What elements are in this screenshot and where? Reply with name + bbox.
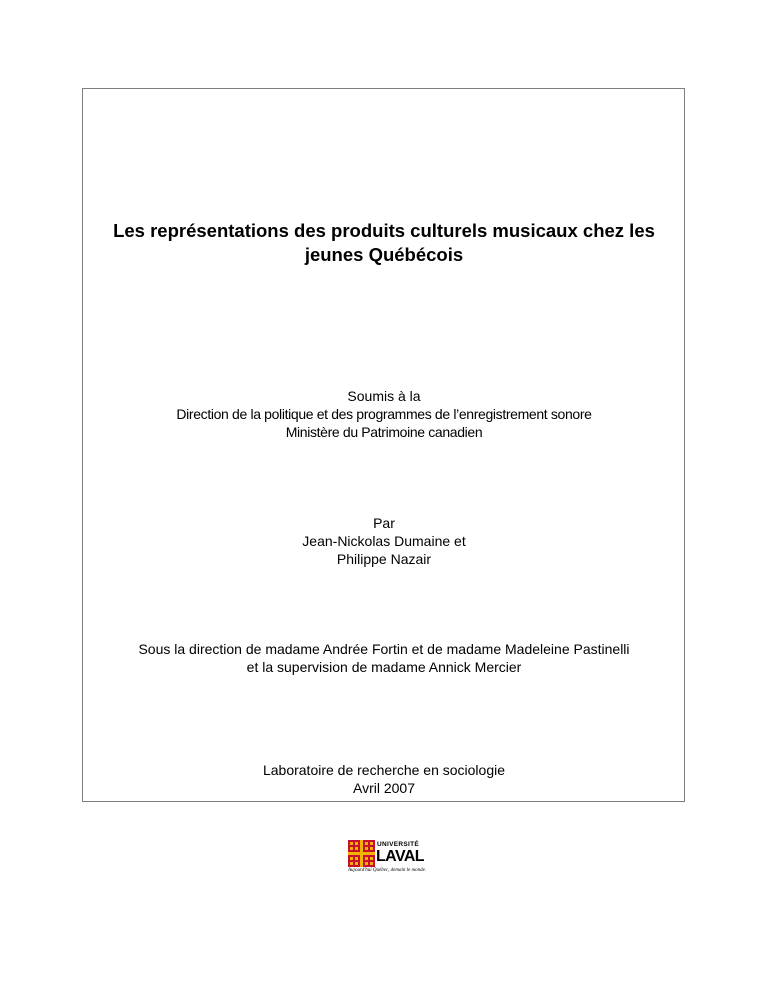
authors-line-1: Par bbox=[373, 515, 395, 531]
submitted-line-3: Ministère du Patrimoine canadien bbox=[285, 424, 483, 440]
logo-laval-text: LAVAL bbox=[376, 848, 424, 865]
direction-line-1: Sous la direction de madame Andrée Fortin et de madame Madeleine Pastinelli bbox=[138, 641, 630, 657]
submitted-line-1: Soumis à la bbox=[347, 388, 421, 404]
logo-universite-text: UNIVERSITÉ bbox=[377, 841, 420, 848]
supervision-block bbox=[0, 640, 768, 676]
universite-laval-logo bbox=[348, 840, 427, 874]
logo-tagline: Aujourd'hui Québec, demain le monde. bbox=[348, 868, 427, 873]
lab-name: Laboratoire de recherche en sociologie bbox=[262, 762, 506, 778]
title-line-1: Les représentations des produits culturels musicaux chez les bbox=[113, 220, 655, 241]
authors-block bbox=[0, 514, 768, 568]
report-date: Avril 2007 bbox=[352, 780, 415, 796]
crest-icon bbox=[348, 840, 375, 867]
title-page-frame bbox=[82, 88, 685, 802]
document-title bbox=[0, 219, 768, 267]
submitted-line-2: Direction de la politique et des programmes de l’enregistrement sonore bbox=[176, 406, 592, 422]
lab-date-block bbox=[0, 761, 768, 797]
submitted-to-block bbox=[0, 387, 768, 441]
direction-line-2: et la supervision de madame Annick Mercier bbox=[246, 659, 522, 675]
title-line-2: jeunes Québécois bbox=[304, 244, 464, 265]
authors-line-3: Philippe Nazair bbox=[336, 551, 432, 567]
authors-line-2: Jean-Nickolas Dumaine et bbox=[302, 533, 466, 549]
